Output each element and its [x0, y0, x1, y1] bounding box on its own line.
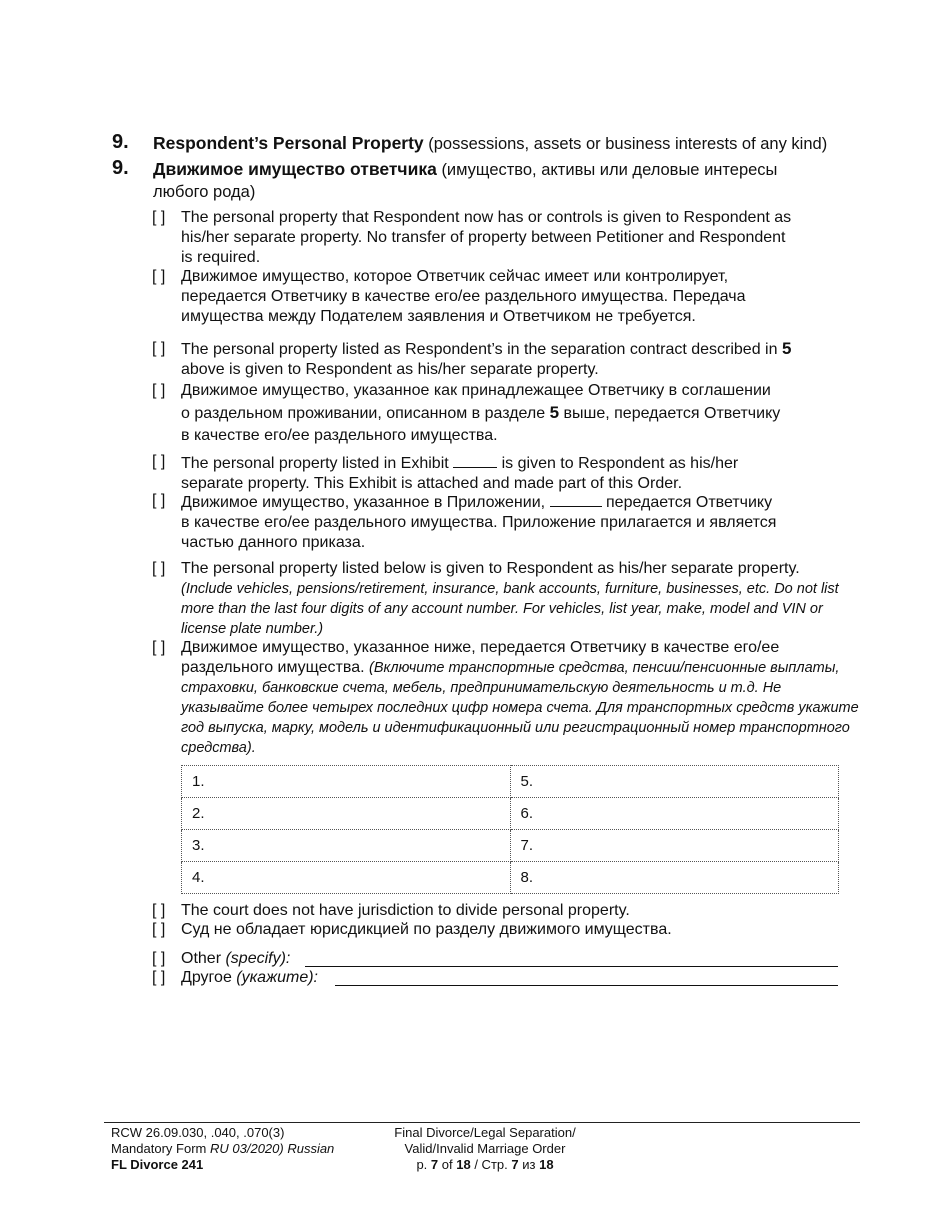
option-text: The personal property listed below is given to Respondent as his/her separate property. (Include vehicles, pensions/retirement, insurance, bank accounts, furniture, businesses, etc. Do not list more than the last four digits of any account number. For vehicles, list year, make, model and VIN or license plate number.) — [181, 560, 839, 637]
checkbox[interactable]: [ ] — [152, 560, 166, 577]
option-text: Движимое имущество, указанное ниже, передается Ответчику в качестве его/ее раздельного имущества. (Включите транспортные средства, пенсии/пенсионные выплаты, страховки, банковские счета, мебель, предпринимательскую деятельность и т.д. Не указывайте более четырех последних цифр номера счета. Для транспортных средств укажите год выпуска, марку, модель и идентификационный или регистрационный номер транспортного средства). — [181, 639, 859, 756]
section-title-ru — [153, 158, 853, 203]
option-text: The court does not have jurisdiction to divide personal property. — [181, 902, 630, 919]
option-text: The personal property that Respondent now has or controls is given to Respondent as his/her separate property. No transfer of property between Petitioner and Respondent is required. — [181, 209, 792, 266]
footer-page-number: p. 7 of 18 / Стр. 7 из 18 — [416, 1157, 554, 1172]
footer-form-id: FL Divorce 241 — [111, 1157, 204, 1172]
section-number-ru: 9. — [112, 157, 129, 179]
table-cell[interactable]: 8. — [510, 862, 839, 894]
section-number: 9. — [112, 131, 129, 153]
option-text: Движимое имущество, указанное в Приложении, передается Ответчику в качестве его/ее раздельного имущества. Приложение прилагается и является частью данного приказа. — [181, 491, 853, 553]
footer-rcw: RCW 26.09.030, .040, .070(3) — [111, 1125, 285, 1140]
checkbox[interactable]: [ ] — [152, 340, 166, 357]
option-text: Другое (укажите): — [181, 969, 318, 986]
footer-left — [111, 1125, 391, 1173]
table-cell[interactable]: 4. — [182, 862, 511, 894]
section-subtitle-en: (possessions, assets or business interests of any kind) — [428, 135, 828, 153]
property-table — [181, 765, 839, 894]
footer-divider — [104, 1122, 860, 1123]
option-text: Движимое имущество, указанное как принадлежащее Ответчику в соглашении о раздельном проживании, описанном в разделе 5 выше, передается Ответчику в качестве его/ее раздельного имущества. — [181, 382, 781, 444]
exhibit-blank-ru[interactable] — [550, 491, 602, 507]
option-text: Движимое имущество, которое Ответчик сейчас имеет или контролирует, передается Ответчику в качестве его/ее раздельного имущества. Передача имущества между Подателем заявления и Ответчиком не требуется. — [181, 268, 746, 325]
section-title-ru-bold: Движимое имущество ответчика — [153, 159, 437, 179]
section-title-en — [153, 132, 853, 155]
table-row — [182, 798, 839, 830]
option-text: Other (specify): — [181, 950, 291, 967]
checkbox[interactable]: [ ] — [152, 921, 166, 938]
checkbox[interactable]: [ ] — [152, 492, 166, 509]
table-row — [182, 830, 839, 862]
checkbox[interactable]: [ ] — [152, 639, 166, 656]
checkbox[interactable]: [ ] — [152, 969, 166, 986]
option-text: The personal property listed as Respondent’s in the separation contract described in 5 above is given to Respondent as his/her separate property. — [181, 339, 792, 378]
checkbox[interactable]: [ ] — [152, 902, 166, 919]
other-specify-line[interactable] — [305, 966, 838, 967]
checkbox[interactable]: [ ] — [152, 453, 166, 470]
section-subtitle-ru-cont: любого рода) — [153, 183, 256, 201]
footer-title-1: Final Divorce/Legal Separation/ — [394, 1125, 576, 1140]
table-cell[interactable]: 7. — [510, 830, 839, 862]
footer-title-2: Valid/Invalid Marriage Order — [404, 1141, 566, 1156]
table-row — [182, 862, 839, 894]
section-subtitle-ru: (имущество, активы или деловые интересы — [441, 161, 778, 179]
option-text: The personal property listed in Exhibit is given to Respondent as his/her separate property. This Exhibit is attached and made part of this Order. — [181, 452, 853, 494]
checkbox[interactable]: [ ] — [152, 209, 166, 226]
table-cell[interactable]: 5. — [510, 766, 839, 798]
table-cell[interactable]: 6. — [510, 798, 839, 830]
footer-center — [360, 1125, 610, 1173]
table-cell[interactable]: 3. — [182, 830, 511, 862]
table-row — [182, 766, 839, 798]
table-cell[interactable]: 2. — [182, 798, 511, 830]
checkbox[interactable]: [ ] — [152, 268, 166, 285]
table-cell[interactable]: 1. — [182, 766, 511, 798]
other-specify-line-ru[interactable] — [335, 985, 838, 986]
option-text: Суд не обладает юрисдикцией по разделу движимого имущества. — [181, 921, 672, 938]
section-title-en-bold: Respondent’s Personal Property — [153, 133, 424, 153]
footer-mandatory: Mandatory Form RU 03/2020) Russian — [111, 1141, 335, 1156]
exhibit-blank[interactable] — [453, 452, 497, 468]
checkbox[interactable]: [ ] — [152, 950, 166, 967]
checkbox[interactable]: [ ] — [152, 382, 166, 399]
